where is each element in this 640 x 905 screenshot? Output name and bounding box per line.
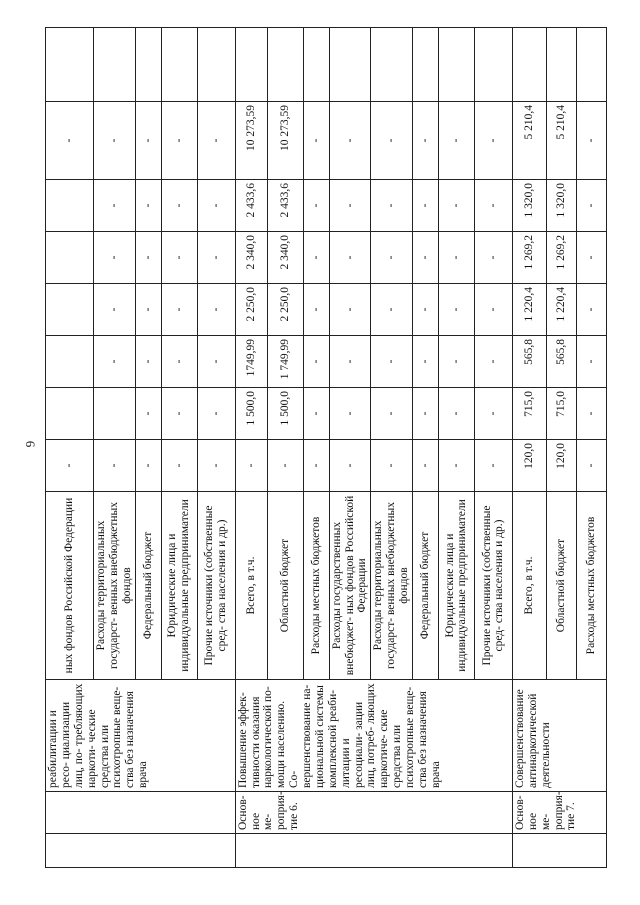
event-description-cell: Совершенствование антинаркотической деятельности <box>512 680 606 792</box>
empty-cell <box>371 28 413 102</box>
amount-cell: 565,8 <box>546 336 576 388</box>
amount-cell: - <box>161 336 197 388</box>
amount-cell <box>46 284 94 336</box>
amount-cell: - <box>329 284 371 336</box>
amount-cell: - <box>303 284 329 336</box>
amount-cell: - <box>94 102 136 180</box>
amount-cell: - <box>135 440 161 492</box>
amount-cell: - <box>135 388 161 440</box>
table-row <box>46 28 94 868</box>
funding-source-cell: Областной бюджет <box>267 492 303 680</box>
table-row <box>235 28 267 868</box>
amount-cell: 1 320,0 <box>546 180 576 232</box>
amount-cell: - <box>371 284 413 336</box>
amount-cell: 2 340,0 <box>235 232 267 284</box>
funding-source-cell: Расходы государственных внебюджет- ных фондов Российской Федерации <box>329 492 371 680</box>
amount-cell: - <box>371 180 413 232</box>
amount-cell: - <box>235 440 267 492</box>
amount-cell: 120,0 <box>512 440 546 492</box>
amount-cell: 10 273,59 <box>267 102 303 180</box>
amount-cell <box>46 180 94 232</box>
amount-cell: - <box>135 102 161 180</box>
amount-cell: - <box>438 336 474 388</box>
empty-cell <box>94 28 136 102</box>
amount-cell: - <box>412 232 438 284</box>
table-row <box>512 28 546 868</box>
amount-cell: - <box>303 180 329 232</box>
amount-cell: - <box>135 180 161 232</box>
amount-cell: - <box>197 388 235 440</box>
event-description-cell: реабилитации и ресо- циализации лиц, по- требляющих наркоти- ческие средства или психотропные веще- ства без назначения врача <box>46 680 236 792</box>
amount-cell: - <box>303 232 329 284</box>
amount-cell: - <box>576 388 606 440</box>
amount-cell: 2 340,0 <box>267 232 303 284</box>
amount-cell: 2 433,6 <box>235 180 267 232</box>
empty-cell <box>161 28 197 102</box>
amount-cell: 715,0 <box>546 388 576 440</box>
amount-cell: - <box>438 388 474 440</box>
funding-source-cell: Всего, в т.ч. <box>235 492 267 680</box>
amount-cell: 715,0 <box>512 388 546 440</box>
amount-cell: - <box>303 336 329 388</box>
amount-cell: - <box>135 336 161 388</box>
funding-source-cell: Прочие источники (собственные сред- ства населения и др.) <box>197 492 235 680</box>
amount-cell: 1 320,0 <box>512 180 546 232</box>
amount-cell: 1 269,2 <box>512 232 546 284</box>
amount-cell: - <box>474 232 512 284</box>
amount-cell: - <box>135 232 161 284</box>
amount-cell: - <box>197 180 235 232</box>
page-number: 6 <box>23 440 38 448</box>
amount-cell: 565,8 <box>512 336 546 388</box>
amount-cell: - <box>197 440 235 492</box>
amount-cell: - <box>94 336 136 388</box>
amount-cell <box>46 336 94 388</box>
empty-cell <box>329 28 371 102</box>
amount-cell: 5 210,4 <box>512 102 546 180</box>
funding-source-cell: Юридические лица и индивидуальные предприниматели <box>161 492 197 680</box>
empty-cell <box>267 28 303 102</box>
funding-source-cell: Расходы местных бюджетов <box>576 492 606 680</box>
event-number-cell: Основ- ное ме- роприя- тие 6. <box>235 792 512 834</box>
amount-cell: - <box>438 284 474 336</box>
amount-cell: - <box>438 440 474 492</box>
funding-source-cell: Расходы территориальных государст- венных внебюджетных фондов <box>371 492 413 680</box>
amount-cell: - <box>46 102 94 180</box>
amount-cell: - <box>371 388 413 440</box>
empty-cell <box>546 28 576 102</box>
funding-source-cell: Расходы территориальных государст- венных внебюджетных фондов <box>94 492 136 680</box>
empty-cell <box>438 28 474 102</box>
empty-cell <box>474 28 512 102</box>
empty-cell <box>235 28 267 102</box>
empty-cell <box>412 28 438 102</box>
empty-cell <box>46 834 236 868</box>
amount-cell: - <box>329 232 371 284</box>
amount-cell: 1749,99 <box>235 336 267 388</box>
amount-cell: - <box>46 440 94 492</box>
amount-cell: - <box>438 232 474 284</box>
funding-source-cell: Федеральный бюджет <box>412 492 438 680</box>
amount-cell: - <box>161 388 197 440</box>
funding-source-cell: Расходы местных бюджетов <box>303 492 329 680</box>
amount-cell: - <box>474 440 512 492</box>
amount-cell: - <box>438 102 474 180</box>
amount-cell: - <box>371 336 413 388</box>
amount-cell: - <box>412 440 438 492</box>
amount-cell: - <box>576 440 606 492</box>
amount-cell: - <box>161 440 197 492</box>
amount-cell: - <box>94 440 136 492</box>
amount-cell: - <box>303 388 329 440</box>
amount-cell: - <box>438 180 474 232</box>
amount-cell: - <box>94 232 136 284</box>
empty-cell <box>576 28 606 102</box>
amount-cell: - <box>197 102 235 180</box>
amount-cell: 1 220,4 <box>546 284 576 336</box>
rotated-table-container <box>45 28 605 868</box>
amount-cell: 5 210,4 <box>546 102 576 180</box>
funding-source-cell: ных фондов Российской Федерации <box>46 492 94 680</box>
amount-cell: - <box>371 440 413 492</box>
amount-cell: - <box>412 336 438 388</box>
empty-cell <box>512 28 546 102</box>
amount-cell: - <box>267 440 303 492</box>
amount-cell: 1 220,4 <box>512 284 546 336</box>
amount-cell: - <box>329 388 371 440</box>
amount-cell: - <box>329 440 371 492</box>
amount-cell: - <box>197 232 235 284</box>
amount-cell: - <box>371 232 413 284</box>
funding-source-cell: Юридические лица и индивидуальные предприниматели <box>438 492 474 680</box>
funding-source-cell: Прочие источники (собственные сред- ства населения и др.) <box>474 492 512 680</box>
empty-cell <box>46 28 94 102</box>
amount-cell: - <box>576 336 606 388</box>
amount-cell: - <box>329 102 371 180</box>
funding-source-cell: Областной бюджет <box>546 492 576 680</box>
funding-source-cell: Всего, в т.ч. <box>512 492 546 680</box>
amount-cell: - <box>371 102 413 180</box>
amount-cell: - <box>161 232 197 284</box>
empty-cell <box>197 28 235 102</box>
amount-cell: - <box>412 180 438 232</box>
amount-cell: 2 433,6 <box>267 180 303 232</box>
amount-cell: 2 250,0 <box>235 284 267 336</box>
amount-cell: - <box>303 440 329 492</box>
funding-table <box>45 27 607 868</box>
amount-cell: - <box>197 284 235 336</box>
amount-cell: - <box>135 284 161 336</box>
amount-cell: 1 749,99 <box>267 336 303 388</box>
amount-cell: 1 269,2 <box>546 232 576 284</box>
amount-cell: 1 500,0 <box>235 388 267 440</box>
amount-cell: - <box>576 284 606 336</box>
amount-cell: - <box>412 284 438 336</box>
amount-cell: - <box>474 180 512 232</box>
amount-cell: - <box>197 336 235 388</box>
amount-cell: - <box>161 102 197 180</box>
amount-cell: 1 500,0 <box>267 388 303 440</box>
amount-cell: - <box>474 102 512 180</box>
amount-cell: - <box>329 336 371 388</box>
amount-cell: 120,0 <box>546 440 576 492</box>
amount-cell: - <box>576 180 606 232</box>
amount-cell: - <box>474 388 512 440</box>
empty-cell <box>512 834 606 868</box>
amount-cell: - <box>303 102 329 180</box>
amount-cell <box>46 232 94 284</box>
amount-cell: 2 250,0 <box>267 284 303 336</box>
funding-source-cell: Федеральный бюджет <box>135 492 161 680</box>
amount-cell: 10 273,59 <box>235 102 267 180</box>
empty-cell <box>235 834 512 868</box>
amount-cell: - <box>474 336 512 388</box>
amount-cell: - <box>94 180 136 232</box>
amount-cell: - <box>161 284 197 336</box>
amount-cell: - <box>576 232 606 284</box>
amount-cell: - <box>474 284 512 336</box>
amount-cell <box>94 388 136 440</box>
empty-cell <box>303 28 329 102</box>
table-frame <box>45 28 605 868</box>
amount-cell: - <box>329 180 371 232</box>
amount-cell <box>46 388 94 440</box>
amount-cell: - <box>161 180 197 232</box>
event-number-cell <box>46 792 236 834</box>
amount-cell: - <box>412 388 438 440</box>
empty-cell <box>135 28 161 102</box>
event-description-cell: Повышение эффек- тивности оказания наркологической по- мощи населению. Со- вершенствование на- циональной системы комплексной реаби- литации и ресоциали- зации лиц, потреб- ляющих наркотиче- ские средства или психотропные веще- ства без назначения врача <box>235 680 512 792</box>
amount-cell: - <box>94 284 136 336</box>
event-number-cell: Основ- ное ме- роприя- тие 7. <box>512 792 606 834</box>
amount-cell: - <box>412 102 438 180</box>
amount-cell: - <box>576 102 606 180</box>
